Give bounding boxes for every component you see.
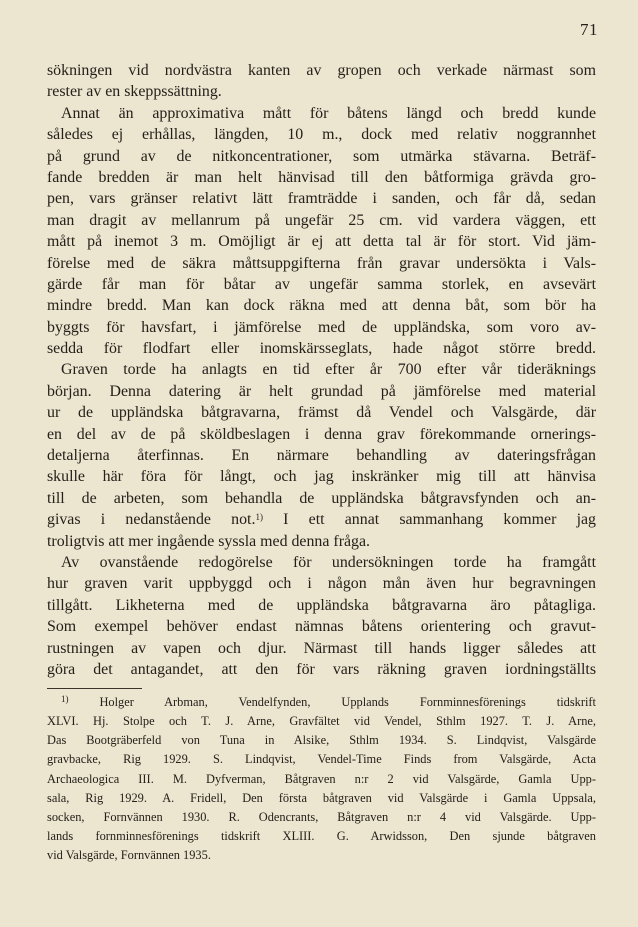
text-line: troligtvis att mer ingående syssla med denna fråga. [47, 532, 371, 550]
footnote-line [47, 693, 596, 712]
text-line: fande bredden är man helt hänvisad till den båtformiga grävda gro- [47, 168, 596, 186]
text-line: Av ovanstående redogörelse för undersökningen torde ha framgått [61, 553, 596, 571]
text-line-with-note [47, 509, 596, 530]
footnote-line: Archaeologica III. M. Dyfverman, Båtgraven n:r 2 vid Valsgärde, Gamla Upp- [47, 771, 596, 786]
footnote-rule [47, 688, 142, 689]
text-line: sökningen vid nordvästra kanten av gropen och verkade närmast som [47, 62, 596, 79]
note-line-after: I ett annat sammanhang kommer jag [262, 511, 596, 529]
note-line-before: givas i nedanstående not. [47, 511, 256, 529]
text-line: början. Denna datering är helt grundad på jämförelse med material [47, 382, 596, 400]
text-line: en del av de på sköldbeslagen i denna grav förekommande ornerings- [47, 425, 596, 443]
footnote-line: socken, Fornvännen 1930. R. Odencrants, Båtgraven n:r 4 vid Valsgärde. Upp- [47, 809, 596, 824]
text-line: man dragit av mellanrum på ungefär 25 cm. vid vardera väggen, ett [47, 211, 596, 229]
footnote-line: gravbacke, Rig 1929. S. Lindqvist, Vendel-Time Finds from Valsgärde, Acta [47, 752, 596, 767]
footnote-first-text: Holger Arbman, Vendelfynden, Upplands Fornminnesförenings tidskrift [68, 695, 596, 709]
text-line: förelse med de säkra måttsuppgifterna från gravar undersökta i Vals- [47, 254, 596, 272]
body-text [47, 60, 596, 680]
text-line: mindre bredd. Man kan dock räkna med att denna båt, som bör ha [47, 297, 596, 315]
text-line: på grund av de nitkoncentrationer, som utmärka stävarna. Beträf- [47, 147, 596, 165]
text-line: gärde får man för båtar av ungefär samma storlek, en avsevärt [47, 275, 596, 293]
text-line: Annat än approximativa mått för båtens längd och bredd kunde [61, 104, 596, 122]
text-line: byggts för havsfart, i jämförelse med de uppländska, som voro av- [47, 318, 596, 336]
footnote-reference: 1) [255, 512, 263, 523]
text-line: tillgått. Likheterna med de uppländska båtgravarna äro påtagliga. [47, 596, 596, 614]
text-line: skulle här föra för långt, och jag inskränker mig till att hänvisa [47, 468, 596, 486]
text-line: således ej erhållas, längden, 10 m., dock med relativ noggrannhet [47, 126, 596, 144]
text-line: mått på inemot 3 m. Omöjligt är ej att detta tal är för stort. Vid jäm- [47, 233, 596, 251]
footnote-marker: 1) [61, 694, 69, 704]
text-line: detaljerna återfinnas. En närmare behandling av dateringsfrågan [47, 447, 596, 465]
footnote-line: vid Valsgärde, Fornvännen 1935. [47, 848, 211, 863]
text-line: Graven torde ha anlagts en tid efter år 700 efter vår tideräknings [61, 361, 596, 379]
text-line: rester av en skeppssättning. [47, 83, 222, 101]
text-line: hur graven varit uppbyggd och i någon mån även hur begravningen [47, 575, 596, 593]
text-line: rustningen av vapen och djur. Närmast till hands ligger således att [47, 639, 596, 657]
footnote-line: Das Bootgräberfeld von Tuna in Alsike, Sthlm 1934. S. Lindqvist, Valsgärde [47, 733, 596, 748]
footnote [47, 693, 596, 865]
text-line: pen, vars gränser relativt lätt framträdde i sanden, och får då, sedan [47, 190, 596, 208]
text-line: sedda för flodfart eller inomskärsseglats, hade något större bredd. [47, 340, 596, 358]
text-line: Som exempel behöver endast nämnas båtens orientering och gravut- [47, 618, 596, 636]
page-number: 71 [580, 20, 598, 39]
text-line: ur de uppländska båtgravarna, främst då Vendel och Valsgärde, där [47, 404, 596, 422]
text-line: till de arbeten, som behandla de uppländska båtgravsfynden och an- [47, 489, 596, 507]
footnote-line: sala, Rig 1929. A. Fridell, Den första båtgraven vid Valsgärde i Gamla Uppsala, [47, 790, 596, 805]
footnote-line: lands fornminnesförenings tidskrift XLIII. G. Arwidsson, Den sjunde båtgraven [47, 828, 596, 843]
footnote-line: XLVI. Hj. Stolpe och T. J. Arne, Gravfältet vid Vendel, Sthlm 1927. T. J. Arne, [47, 714, 596, 729]
text-line: göra det antagandet, att den för vars räkning graven iordningställts [47, 660, 596, 678]
